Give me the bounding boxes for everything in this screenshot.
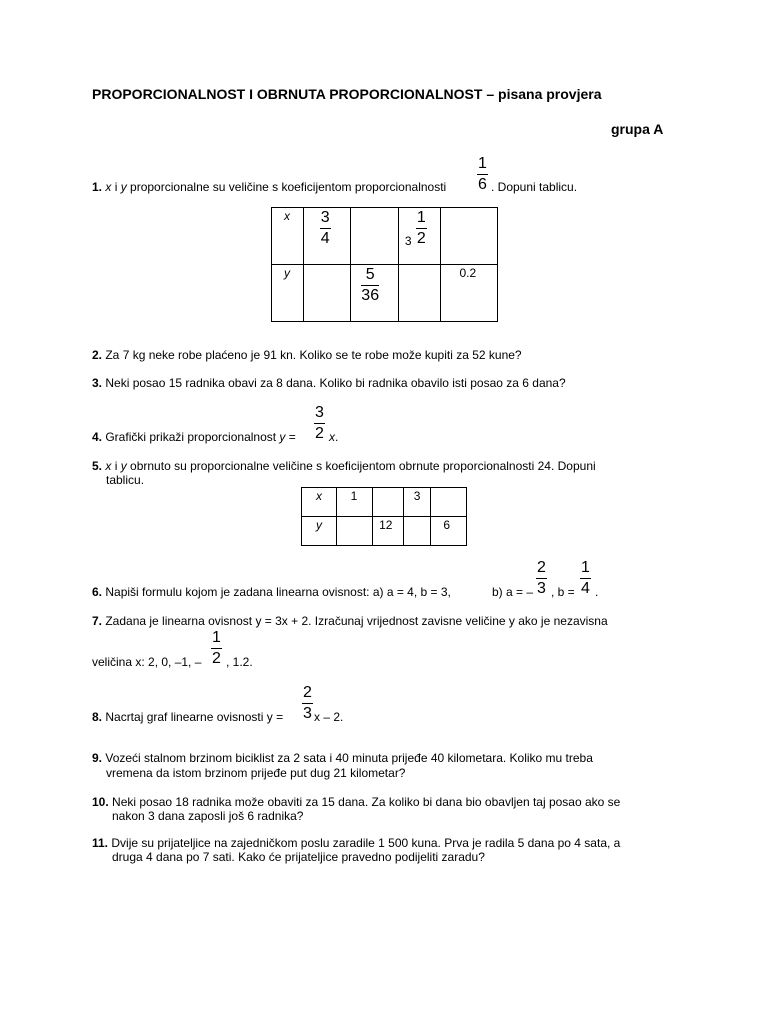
task-6-fraction-b: 1 4 (581, 559, 590, 597)
task-5-table (301, 487, 467, 546)
task-2: 2. Za 7 kg neke robe plaćeno je 91 kn. Koliko se te robe može kupiti za 52 kune? (92, 348, 522, 362)
table-5-x4[interactable] (431, 488, 467, 517)
table-1-y3[interactable] (398, 265, 441, 322)
table-1-y5: 0.2 (459, 266, 477, 280)
task-6-b-b: , b = (551, 585, 575, 599)
table-1-y1[interactable] (303, 265, 351, 322)
task-9: 9. Vozeći stalnom brzinom biciklist za 2 sata i 40 minuta prijeđe 40 kilometara. Koliko mu treba (92, 751, 593, 765)
task-5-line2: tablicu. (106, 473, 145, 487)
table-5-x1: 1 (350, 489, 358, 503)
task-6-end: . (595, 585, 599, 599)
table-1-row-y-label: y (284, 266, 290, 280)
task-8-end: x – 2. (314, 710, 344, 724)
task-5: 5. x i y obrnuto su proporcionalne veličine s koeficijentom obrnute proporcionalnosti 24. Dopuni (92, 459, 596, 473)
task-6-fraction-a: 2 3 (537, 559, 546, 597)
task-7-line2: veličina x: 2, 0, –1, – (92, 655, 202, 669)
table-5-y4: 6 (443, 518, 451, 532)
task-6-b: b) a = – (492, 585, 534, 599)
table-1-x3-whole: 3 (404, 234, 412, 248)
task-8: 8. Nacrtaj graf linearne ovisnosti y = (92, 710, 284, 724)
task-4-end: x. (329, 430, 339, 444)
table-5-y2: 12 (379, 518, 393, 532)
table-1-row-x-label: x (284, 209, 290, 223)
task-1-table (271, 207, 498, 322)
task-9-line2: vremena da istom brzinom prijeđe put dug 21 kilometar? (106, 766, 406, 780)
group-label: grupa A (611, 121, 664, 137)
table-1-x2[interactable] (351, 208, 399, 265)
table-1-x5[interactable] (441, 208, 498, 265)
task-1-coefficient: 1 6 (478, 155, 487, 193)
table-5-x2[interactable] (373, 488, 404, 517)
task-11-line2: druga 4 dana po 7 sati. Kako će prijateljice pravedno podijeliti zaradu? (112, 850, 485, 864)
task-11: 11. Dvije su prijateljice na zajedničkom poslu zaradile 1 500 kuna. Prva je radila 5 dana po 4 sata, a (92, 836, 621, 850)
table-1-x3: 1 2 (416, 209, 426, 247)
task-1: 1. x i y proporcionalne su veličine s koeficijentom proporcionalnosti (92, 180, 447, 194)
task-7-fraction: 1 2 (212, 629, 221, 667)
task-10-line2: nakon 3 dana zaposli još 6 radnika? (112, 809, 304, 823)
table-5-row-x-label: x (316, 489, 322, 503)
task-6: 6. Napiši formulu kojom je zadana linearna ovisnost: a) a = 4, b = 3, (92, 585, 451, 599)
task-3: 3. Neki posao 15 radnika obavi za 8 dana. Koliko bi radnika obavilo isti posao za 6 dana? (92, 376, 566, 390)
task-8-fraction: 2 3 (303, 684, 312, 722)
task-4: 4. Grafički prikaži proporcionalnost y = (92, 430, 296, 444)
table-5-y1[interactable] (336, 517, 373, 546)
table-1-y2: 5 36 (361, 266, 380, 304)
table-1-x1: 3 4 (320, 209, 330, 247)
task-10: 10. Neki posao 18 radnika može obaviti za 15 dana. Za koliko bi dana bio obavljen taj posao ako se (92, 795, 621, 809)
table-5-row-y-label: y (316, 518, 322, 532)
table-5-y3[interactable] (403, 517, 431, 546)
task-4-fraction: 3 2 (315, 404, 324, 442)
table-5-x3: 3 (413, 489, 421, 503)
task-7: 7. Zadana je linearna ovisnost y = 3x + 2. Izračunaj vrijednost zavisne veličine y ako je nezavisna (92, 614, 608, 628)
page-title: PROPORCIONALNOST I OBRNUTA PROPORCIONALNOST – pisana provjera (92, 86, 602, 102)
task-7-end: , 1.2. (226, 655, 253, 669)
task-1-instruction: . Dopuni tablicu. (491, 180, 578, 194)
